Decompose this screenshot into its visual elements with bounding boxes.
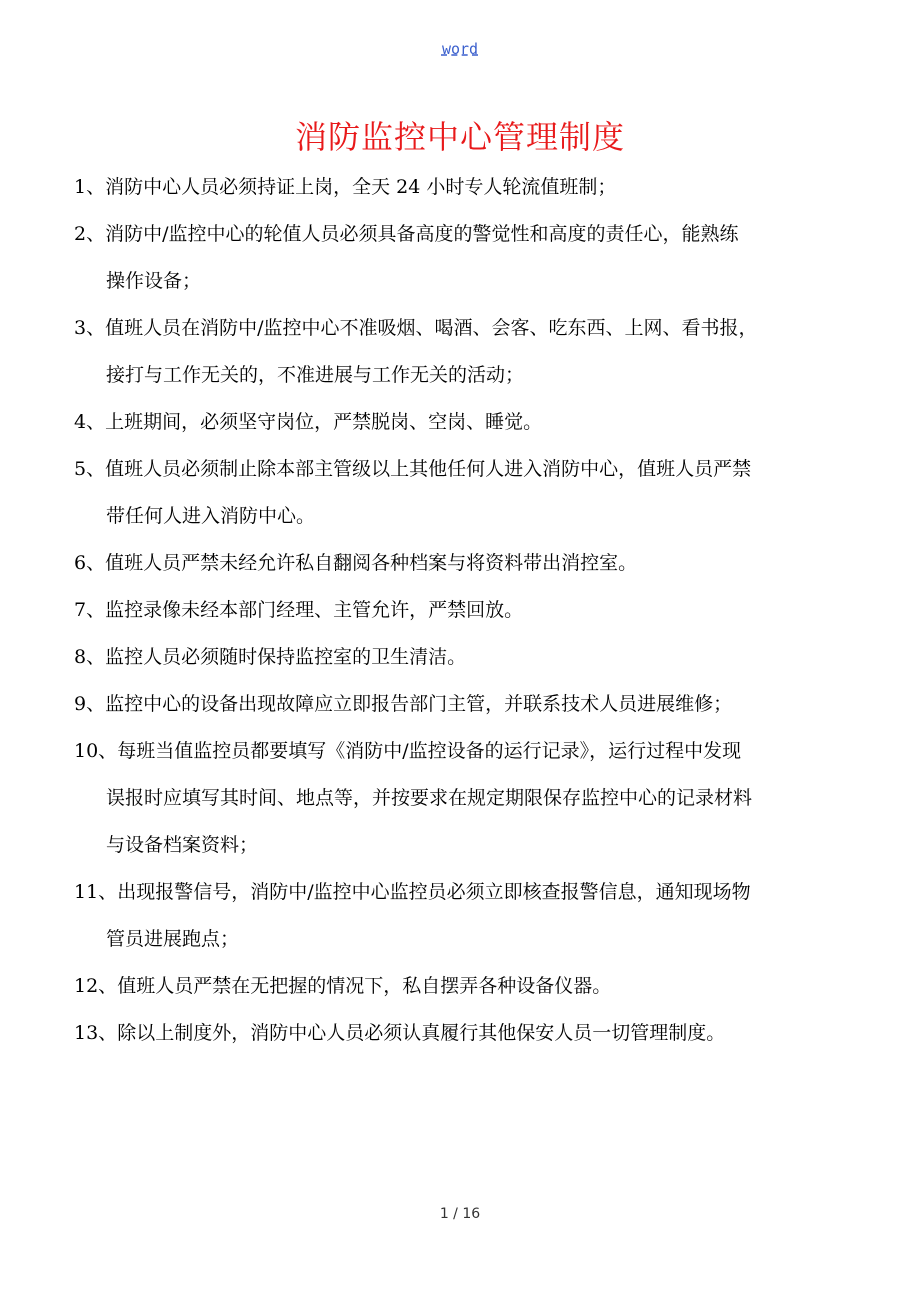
rule-item	[74, 587, 844, 634]
rule-item	[74, 1010, 844, 1057]
rule-text: 出现报警信号，消防中/监控中心监控员必须立即核查报警信息，通知现场物	[117, 881, 751, 903]
rule-number: 10、	[74, 740, 118, 762]
rule-number: 13、	[74, 1022, 118, 1044]
rules-list	[74, 164, 844, 1057]
rule-number: 11、	[74, 881, 118, 903]
rule-item	[74, 211, 844, 305]
rule-text-continued: 与设备档案资料；	[106, 834, 259, 856]
rule-number: 1、	[74, 176, 106, 198]
rule-text: 上班期间，必须坚守岗位，严禁脱岗、空岗、睡觉。	[105, 411, 543, 433]
rule-item	[74, 869, 844, 963]
rule-number: 12、	[74, 975, 118, 997]
rule-text: 每班当值监控员都要填写《消防中/监控设备的运行记录》，运行过程中发现	[117, 740, 742, 762]
document-title: 消防监控中心管理制度	[294, 118, 625, 156]
rule-text-continued: 操作设备；	[106, 270, 202, 292]
rule-number: 5、	[74, 458, 106, 480]
rule-item	[74, 540, 844, 587]
page-indicator: 1 / 16	[439, 1206, 481, 1222]
header-word-link[interactable]: word	[441, 40, 479, 58]
rule-number: 2、	[74, 223, 106, 245]
rule-text: 监控录像未经本部门经理、主管允许，严禁回放。	[105, 599, 524, 621]
rule-item	[74, 728, 844, 869]
rule-text: 监控中心的设备出现故障应立即报告部门主管，并联系技术人员进展维修；	[105, 693, 733, 715]
rule-number: 8、	[74, 646, 106, 668]
rule-text-continued: 误报时应填写其时间、地点等，并按要求在规定期限保存监控中心的记录材料	[106, 787, 753, 809]
rule-number: 4、	[74, 411, 106, 433]
rule-text: 消防中心人员必须持证上岗，全天 24 小时专人轮流值班制；	[105, 176, 617, 198]
rule-text: 值班人员严禁在无把握的情况下，私自摆弄各种设备仪器。	[117, 975, 612, 997]
rule-number: 6、	[74, 552, 106, 574]
rule-text: 值班人员严禁未经允许私自翻阅各种档案与将资料带出消控室。	[105, 552, 638, 574]
rule-item	[74, 446, 844, 540]
rule-item	[74, 963, 844, 1010]
rule-text: 值班人员在消防中/监控中心不准吸烟、喝酒、会客、吃东西、上网、看书报，	[105, 317, 758, 339]
rule-text: 监控人员必须随时保持监控室的卫生清洁。	[105, 646, 467, 668]
rule-item	[74, 305, 844, 399]
rule-number: 7、	[74, 599, 106, 621]
rule-number: 3、	[74, 317, 106, 339]
rule-item	[74, 164, 844, 211]
rule-text: 消防中/监控中心的轮值人员必须具备高度的警觉性和高度的责任心，能熟练	[105, 223, 739, 245]
rule-text-continued: 管员进展跑点；	[106, 928, 240, 950]
rule-number: 9、	[74, 693, 106, 715]
rule-item	[74, 634, 844, 681]
rule-item	[74, 399, 844, 446]
rule-text: 除以上制度外，消防中心人员必须认真履行其他保安人员一切管理制度。	[117, 1022, 726, 1044]
rule-text-continued: 接打与工作无关的，不准进展与工作无关的活动；	[106, 364, 525, 386]
rule-text: 值班人员必须制止除本部主管级以上其他任何人进入消防中心，值班人员严禁	[105, 458, 752, 480]
rule-item	[74, 681, 844, 728]
rule-text-continued: 带任何人进入消防中心。	[106, 505, 316, 527]
